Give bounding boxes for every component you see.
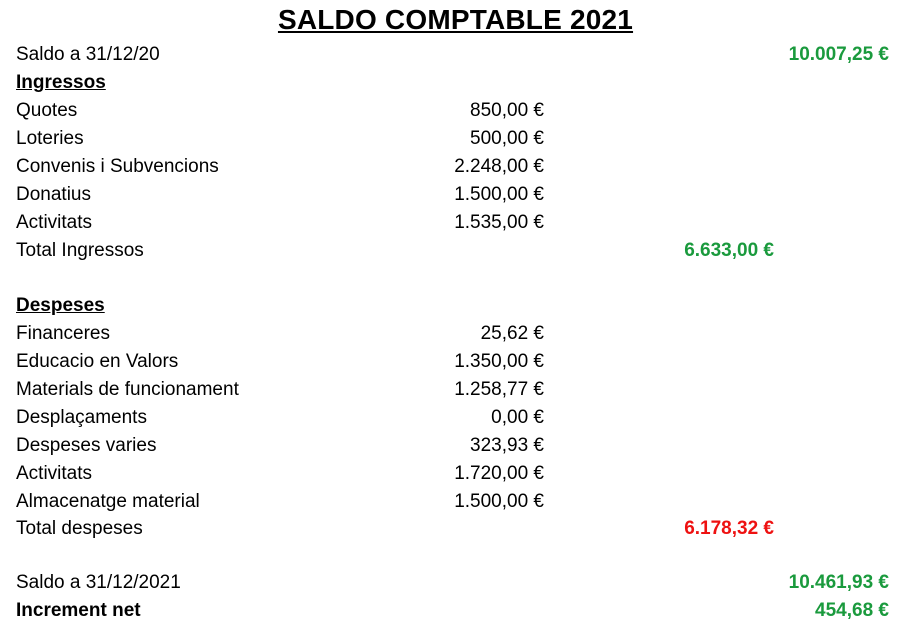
opening-balance-label: Saldo a 31/12/20 [16, 44, 160, 65]
income-total-value: 6.633,00 € [684, 240, 774, 261]
expense-item-value: 1.720,00 € [454, 463, 544, 484]
income-item-value: 500,00 € [470, 128, 544, 149]
expense-item-label: Activitats [16, 463, 93, 484]
expense-row [0, 376, 911, 404]
expense-item-value: 323,93 € [470, 435, 544, 456]
expense-item-label: Financeres [16, 323, 110, 344]
expense-row [0, 432, 911, 460]
income-total-row [0, 237, 911, 265]
expense-item-label: Educacio en Valors [16, 351, 179, 372]
expense-item-value: 25,62 € [480, 323, 544, 344]
income-row [0, 153, 911, 181]
income-item-label: Donatius [16, 184, 91, 205]
income-item-label: Activitats [16, 212, 93, 233]
income-heading: Ingressos [16, 72, 106, 93]
expense-item-value: 0,00 € [491, 407, 544, 428]
page-title: SALDO COMPTABLE 2021 [277, 4, 634, 35]
expenses-total-label: Total despeses [16, 518, 143, 539]
expense-item-label: Despeses varies [16, 435, 157, 456]
income-row [0, 209, 911, 237]
closing-balance-value: 10.461,93 € [788, 572, 889, 593]
expense-item-value: 1.350,00 € [454, 351, 544, 372]
income-heading-row [0, 69, 911, 97]
expenses-heading-row [0, 292, 911, 320]
income-item-label: Convenis i Subvencions [16, 156, 219, 177]
closing-balance-row [0, 569, 911, 597]
income-item-value: 2.248,00 € [454, 156, 544, 177]
net-increment-row [0, 597, 911, 625]
expense-row [0, 348, 911, 376]
income-total-label: Total Ingressos [16, 240, 144, 261]
opening-balance-value: 10.007,25 € [788, 44, 889, 65]
net-increment-value: 454,68 € [815, 600, 889, 621]
expense-item-label: Desplaçaments [16, 407, 147, 428]
expenses-total-value: 6.178,32 € [684, 518, 774, 539]
income-item-value: 1.500,00 € [454, 184, 544, 205]
closing-balance-label: Saldo a 31/12/2021 [16, 572, 181, 593]
expense-row [0, 460, 911, 488]
expenses-total-row [0, 515, 911, 543]
expenses-heading: Despeses [16, 295, 105, 316]
expense-row [0, 320, 911, 348]
income-row [0, 125, 911, 153]
opening-balance-row [0, 41, 911, 69]
expense-item-label: Materials de funcionament [16, 379, 239, 400]
income-row [0, 181, 911, 209]
expense-row [0, 488, 911, 516]
expense-item-label: Almacenatge material [16, 491, 200, 512]
expense-item-value: 1.258,77 € [454, 379, 544, 400]
income-row [0, 97, 911, 125]
expense-row [0, 404, 911, 432]
income-item-label: Quotes [16, 100, 78, 121]
income-item-value: 1.535,00 € [454, 212, 544, 233]
income-item-label: Loteries [16, 128, 84, 149]
expense-item-value: 1.500,00 € [454, 491, 544, 512]
net-increment-label: Increment net [16, 600, 141, 621]
income-item-value: 850,00 € [470, 100, 544, 121]
